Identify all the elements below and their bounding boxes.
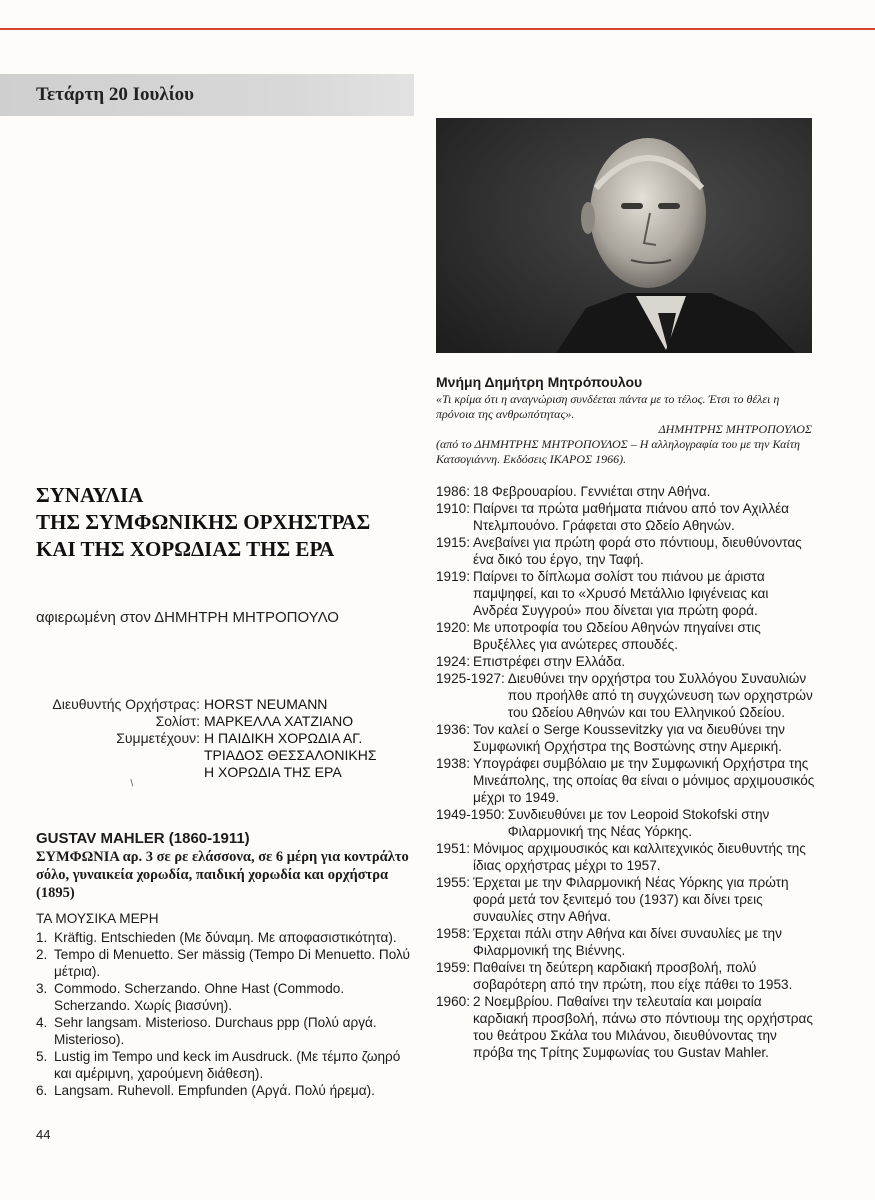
chronology-year: 1986:: [436, 484, 471, 499]
chronology-entry: [436, 925, 816, 959]
dedication: αφιερωμένη στον ΔΗΜΗΤΡΗ ΜΗΤΡΟΠΟΥΛΟ: [36, 609, 339, 626]
credit-row: [36, 730, 404, 747]
top-rule: [0, 28, 875, 30]
chronology-year: 1959:: [436, 960, 471, 975]
chronology-year: 1960:: [436, 994, 471, 1009]
movements-heading: ΤΑ ΜΟΥΣΙΚΑ ΜΕΡΗ: [36, 911, 159, 926]
movement-text: Commodo. Scherzando. Ohne Hast (Commodo. Scherzando. Χωρίς βιασύνη).: [54, 981, 345, 1013]
portrait-photo: [436, 118, 812, 353]
credit-value: ΤΡΙΑΔΟΣ ΘΕΣΣΑΛΟΝΙΚΗΣ: [204, 747, 377, 763]
credit-row: [36, 713, 404, 730]
date-heading: Τετάρτη 20 Ιουλίου: [36, 84, 194, 105]
movement-number: 2.: [36, 947, 48, 962]
credit-value: HORST NEUMANN: [204, 696, 328, 712]
movement-number: 4.: [36, 1015, 48, 1030]
movement-text: Sehr langsam. Misterioso. Durchaus ppp (Πολύ αργά. Misterioso).: [54, 1015, 377, 1047]
work-title: ΣΥΜΦΩΝΙΑ αρ. 3 σε ρε ελάσσονα, σε 6 μέρη για κοντράλτο σόλο, γυναικεία χορωδία, παιδική χορωδία και ορχήστρα (1895): [36, 849, 409, 901]
caption-author: ΔΗΜΗΤΡΗΣ ΜΗΤΡΟΠΟΥΛΟΣ: [658, 422, 812, 436]
movement-text: Langsam. Ruhevoll. Empfunden (Αργά. Πολύ ήρεμα).: [54, 1083, 375, 1098]
movement-number: 5.: [36, 1049, 48, 1064]
credit-row: [36, 747, 404, 764]
caption-title: Μνήμη Δημήτρη Μητρόπουλου: [436, 374, 643, 390]
chronology-entry: [436, 959, 816, 993]
caption-quote: «Τι κρίμα ότι η αναγνώριση συνδέεται πάντα με το τέλος. Έτσι το θέλει η πρόνοια της ανθρωπότητας».: [436, 392, 780, 421]
chronology-entry: [436, 874, 816, 925]
chronology-text: 18 Φεβρουαρίου. Γεννιέται στην Αθήνα.: [473, 484, 711, 499]
movement-item: [36, 1082, 416, 1099]
chronology-entry: [436, 500, 816, 534]
movement-item: [36, 946, 416, 980]
credit-row: [36, 696, 404, 713]
credit-value: Η ΠΑΙΔΙΚΗ ΧΟΡΩΔΙΑ ΑΓ.: [204, 730, 363, 746]
movement-item: [36, 1048, 416, 1082]
photo-caption: [436, 374, 812, 467]
movement-item: [36, 929, 416, 946]
credit-row: [36, 764, 404, 781]
movement-number: 6.: [36, 1083, 48, 1098]
chronology-text: Ανεβαίνει για πρώτη φορά στο πόντιουμ, διευθύνοντας ένα δικό του έργο, την Ταφή.: [473, 535, 802, 567]
chronology-year: 1915:: [436, 535, 471, 550]
chronology-year: 1936:: [436, 722, 471, 737]
chronology: [436, 483, 816, 1061]
page-number: 44: [36, 1127, 51, 1142]
portrait-image: [436, 118, 812, 353]
chronology-year: 1910:: [436, 501, 471, 516]
date-banner: [0, 74, 414, 116]
movement-item: [36, 980, 416, 1014]
caption-source: (από το ΔΗΜΗΤΡΗΣ ΜΗΤΡΟΠΟΥΛΟΣ – Η αλληλογραφία του με την Καίτη Κατσογιάννη. Εκδόσεις ΙΚΑΡΟΣ 1966).: [436, 437, 800, 466]
chronology-year: 1925-1927:: [436, 671, 505, 686]
chronology-text: Συνδιευθύνει με τον Leopoid Stokofski στην Φιλαρμονική της Νέας Υόρκης.: [507, 807, 770, 839]
credit-label: Σολίστ:: [155, 713, 200, 729]
chronology-text: Μόνιμος αρχιμουσικός και καλλιτεχνικός διευθυντής της ίδιας ορχήστρας μέχρι το 1957.: [473, 841, 806, 873]
chronology-year: 1958:: [436, 926, 471, 941]
credit-label: Συμμετέχουν:: [116, 730, 200, 746]
credit-label: [36, 747, 204, 764]
chronology-year: 1924:: [436, 654, 471, 669]
chronology-entry: [436, 619, 816, 653]
chronology-text: Παίρνει το δίπλωμα σολίστ του πιάνου με άριστα παμψηφεί, και το «Χρυσό Μετάλλιο Ιφιγένειας και Ανδρέα Συγγρού» που δίνεται για πρώτη φορά.: [473, 569, 769, 618]
chronology-entry: [436, 534, 816, 568]
concert-title-line: ΚΑΙ ΤΗΣ ΧΟΡΩΔΙΑΣ ΤΗΣ ΕΡΑ: [36, 537, 335, 561]
stray-mark: /: [128, 778, 137, 789]
work-heading: [36, 830, 416, 902]
chronology-entry: [436, 755, 816, 806]
credit-value: ΜΑΡΚΕΛΛΑ ΧΑΤΖΙΑΝΟ: [204, 713, 354, 729]
movement-item: [36, 1014, 416, 1048]
chronology-entry: [436, 840, 816, 874]
chronology-text: Υπογράφει συμβόλαιο με την Συμφωνική Ορχήστρα της Μινεάπολης, της οποίας θα είναι ο μόνιμος αρχιμουσικός μέχρι το 1949.: [473, 756, 815, 805]
movements-list: [36, 910, 416, 1099]
chronology-year: 1949-1950:: [436, 807, 505, 822]
performer-credits: [36, 696, 404, 781]
chronology-text: Έρχεται πάλι στην Αθήνα και δίνει συναυλίες με την Φιλαρμονική της Βιέννης.: [473, 926, 782, 958]
chronology-year: 1920:: [436, 620, 471, 635]
chronology-text: Παθαίνει τη δεύτερη καρδιακή προσβολή, πολύ σοβαρότερη από την πρώτη, που είχε πάθει το 1953.: [473, 960, 793, 992]
chronology-entry: [436, 670, 816, 721]
chronology-entry: [436, 806, 816, 840]
concert-title-line: ΤΗΣ ΣΥΜΦΩΝΙΚΗΣ ΟΡΧΗΣΤΡΑΣ: [36, 510, 371, 534]
credit-value: Η ΧΟΡΩΔΙΑ ΤΗΣ ΕΡΑ: [204, 764, 342, 780]
chronology-text: Έρχεται με την Φιλαρμονική Νέας Υόρκης για πρώτη φορά μετά τον ξενιτεμό του (1937) και δίνει τρεις συναυλίες στην Αθήνα.: [473, 875, 789, 924]
credit-label: Διευθυντής Ορχήστρας:: [52, 696, 200, 712]
chronology-text: Επιστρέφει στην Ελλάδα.: [473, 654, 626, 669]
chronology-text: Τον καλεί ο Serge Koussevitzky για να διευθύνει την Συμφωνική Ορχήστρα της Βοστώνης στην Αμερική.: [473, 722, 785, 754]
chronology-year: 1951:: [436, 841, 471, 856]
credit-label: [36, 764, 204, 781]
chronology-year: 1919:: [436, 569, 471, 584]
chronology-entry: [436, 721, 816, 755]
movement-text: Kräftig. Entschieden (Με δύναμη. Με αποφασιστικότητα).: [54, 930, 397, 945]
movement-number: 3.: [36, 981, 48, 996]
chronology-year: 1955:: [436, 875, 471, 890]
chronology-text: 2 Νοεμβρίου. Παθαίνει την τελευταία και μοιραία καρδιακή προσβολή, πάνω στο πόντιουμ της ορχήστρας του θεάτρου Σκάλα του Μιλάνου, διευθύνοντας την πρόβα της Τρίτης Συμφωνίας του Gustav Mahler.: [473, 994, 813, 1060]
chronology-text: Παίρνει τα πρώτα μαθήματα πιάνου από τον Αχιλλέα Ντελμπουόνο. Γράφεται στο Ωδείο Αθηνών.: [473, 501, 790, 533]
chronology-text: Με υποτροφία του Ωδείου Αθηνών πηγαίνει στις Βρυξέλλες για ανώτερες σπουδές.: [473, 620, 761, 652]
chronology-entry: [436, 993, 816, 1061]
movement-text: Tempo di Menuetto. Ser mässig (Tempo Di Menuetto. Πολύ μέτρια).: [54, 947, 410, 979]
concert-title: [36, 482, 416, 563]
concert-title-line: ΣΥΝΑΥΛΙΑ: [36, 483, 144, 507]
chronology-entry: [436, 483, 816, 500]
chronology-entry: [436, 568, 816, 619]
movement-number: 1.: [36, 930, 48, 945]
movement-text: Lustig im Tempo und keck im Ausdruck. (Με τέμπο ζωηρό και αμέριμνη, χαρούμενη διάθεση).: [54, 1049, 401, 1081]
composer: GUSTAV MAHLER (1860-1911): [36, 830, 250, 847]
chronology-text: Διευθύνει την ορχήστρα του Συλλόγου Συναυλιών που προήλθε από τη συγχώνευση των ορχηστρών του Ωδείου Αθηνών και του Ελληνικού Ωδείου.: [507, 671, 813, 720]
chronology-entry: [436, 653, 816, 670]
chronology-year: 1938:: [436, 756, 471, 771]
